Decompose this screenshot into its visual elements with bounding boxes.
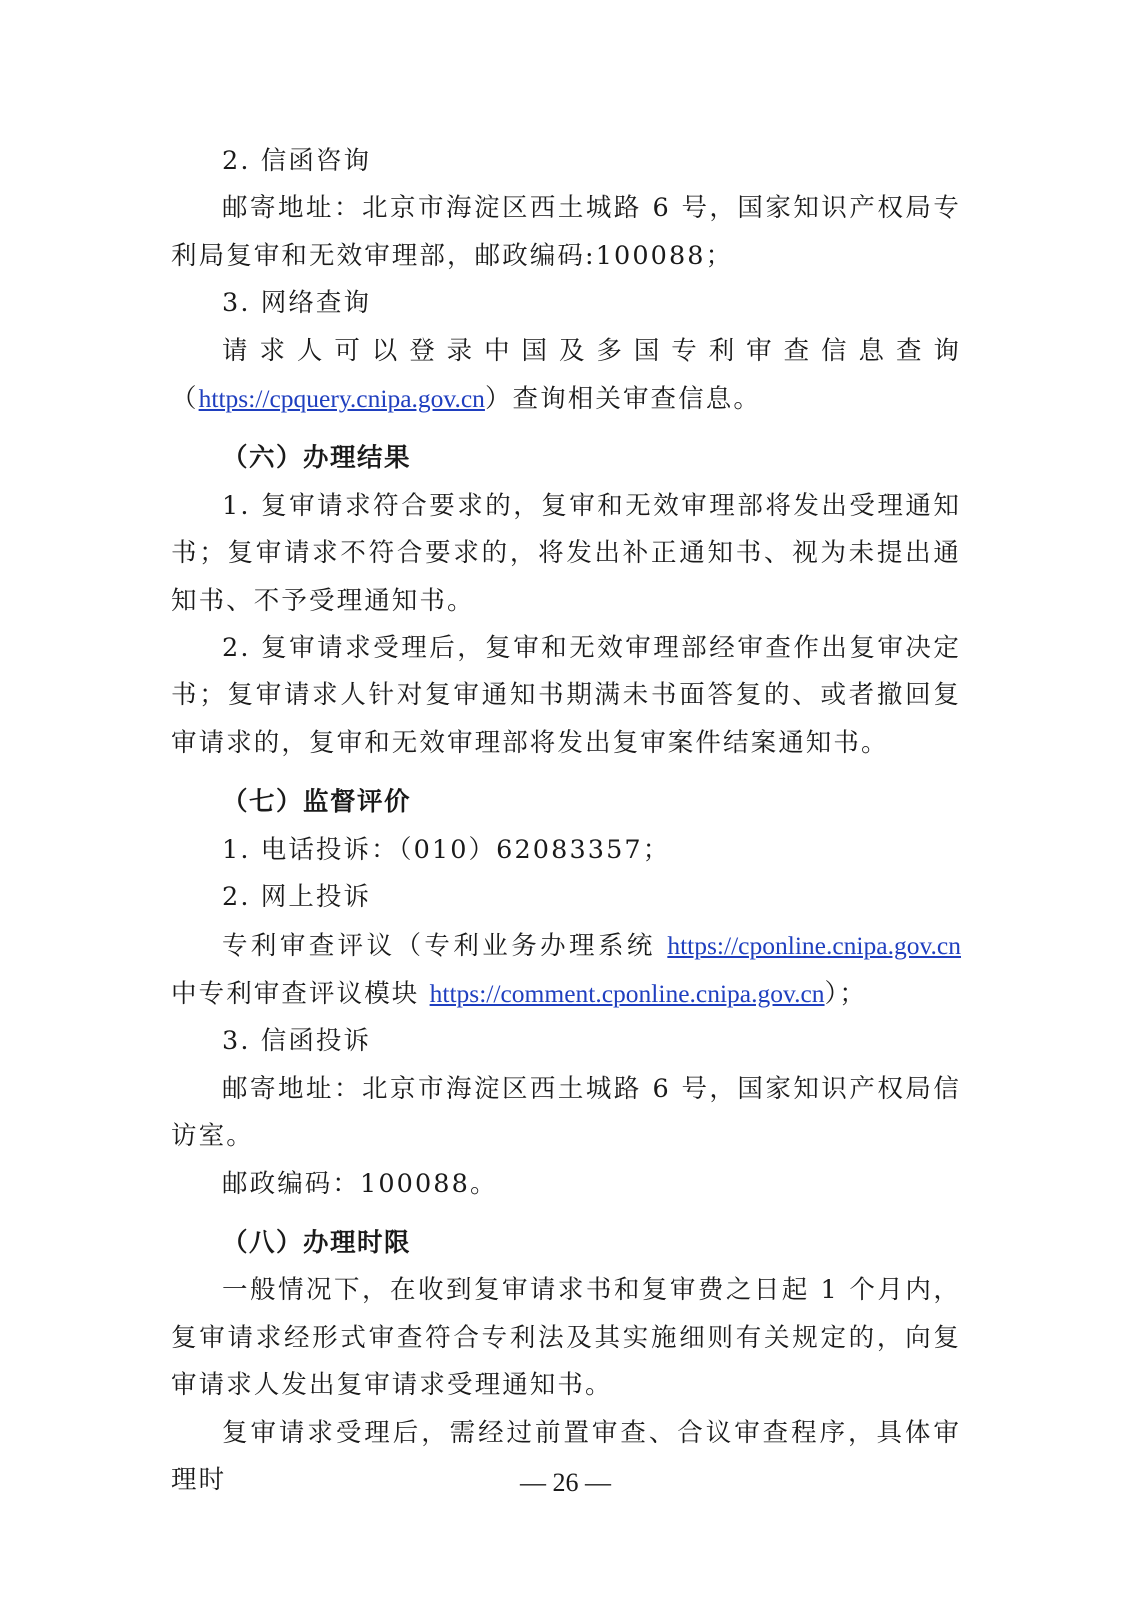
- phone-complaint: 1. 电话投诉：（010）62083357；: [222, 834, 671, 865]
- heading-result: （六）办理结果: [222, 443, 412, 474]
- item-letter-consult-title: 2. 信函咨询: [222, 146, 372, 176]
- review-text: 专利审查评议（专利业务办理系统: [222, 930, 668, 961]
- time-limit-paragraph-1: 一般情况下，在收到复审请求书和复审费之日起 1 个月内，复审请求经形式审查符合专利法及其实施细则有关规定的，向复审请求人发出复审请求受理通知书。: [171, 1275, 961, 1401]
- item-online-query-title: 3. 网络查询: [222, 288, 372, 319]
- cponline-link[interactable]: https://cponline.cnipa.gov.cn: [667, 930, 961, 960]
- comment-link[interactable]: https://comment.cponline.cnipa.gov.cn: [429, 978, 825, 1008]
- complaint-address: 邮寄地址：北京市海淀区西土城路 6 号，国家知识产权局信访室。: [171, 1073, 961, 1152]
- result-paragraph-1: 1. 复审请求符合要求的，复审和无效审理部将发出受理通知书；复审请求不符合要求的，将发出补正通知书、视为未提出通知书、不予受理通知书。: [171, 490, 961, 616]
- result-paragraph-2: 2. 复审请求受理后，复审和无效审理部经审查作出复审决定书；复审请求人针对复审通知书期满未书面答复的、或者撤回复审请求的，复审和无效审理部将发出复审案件结案通知书。: [171, 633, 961, 758]
- online-query-text: 请求人可以登录中国及多国专利审查信息查询（: [171, 335, 961, 415]
- online-query-paragraph: [171, 328, 961, 424]
- mailing-address-paragraph: 邮寄地址：北京市海淀区西土城路 6 号，国家知识产权局专利局复审和无效审理部，邮政编码:100088；: [171, 193, 961, 271]
- heading-time-limit: （八）办理时限: [222, 1227, 412, 1258]
- page-number: — 26 —: [520, 1468, 611, 1497]
- review-text-end: ）；: [824, 978, 867, 1009]
- online-complaint-paragraph: [171, 922, 961, 1019]
- letter-complaint-title: 3. 信函投诉: [222, 1026, 372, 1057]
- time-limit-paragraph-2: 复审请求受理后，需经过前置审查、合议审查程序，具体审理时: [171, 1417, 961, 1495]
- online-query-text-end: ）查询相关审查信息。: [484, 384, 761, 415]
- cpquery-link[interactable]: https://cpquery.cnipa.gov.cn: [198, 384, 485, 414]
- online-complaint-title: 2. 网上投诉: [222, 882, 372, 913]
- heading-supervision: （七）监督评价: [222, 787, 412, 818]
- complaint-postcode: 邮政编码：100088。: [222, 1168, 498, 1199]
- review-module-text: 中专利审查评议模块: [171, 978, 430, 1009]
- document-page: [171, 138, 961, 1504]
